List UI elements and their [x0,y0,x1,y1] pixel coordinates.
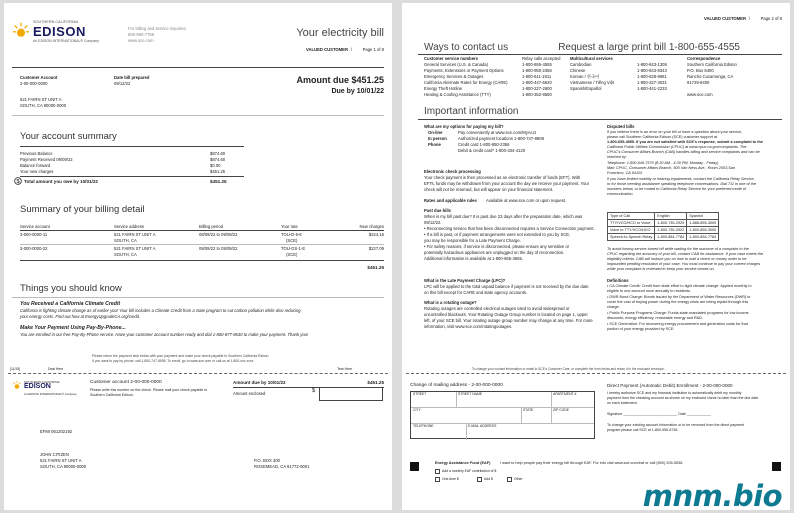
relay-row-0 [608,213,719,220]
account-label: Customer Account [20,75,58,80]
past-due-text-0: When is my bill past due? It is past due 23 days after the preparation date, which was [424,214,583,219]
field-telephone[interactable]: TELEPHONE [413,424,434,428]
p2-page-number: Page 2 of 8 [760,16,782,21]
p2-customer-name: VALUED CUSTOMER [704,16,746,21]
eaf-option-1: One-time $ [442,477,459,481]
summary-row-3-value: $451.25 [210,169,226,174]
rotating-text-0: Rotating outages are controlled electrical outages used to avoid widespread or [424,306,570,311]
disputed-text-11: numbers below, or be routed to California Relay Service for your preferred mode of [607,187,747,191]
contact-line-1: For billing and service inquiries: [128,26,187,31]
amount-enclosed-input[interactable] [319,387,383,401]
eaf-option-2: Add $ [484,477,493,481]
climate-credit-text-2: your energy costs. Find out how at EnergyUpgradeCA.org/credit. [20,314,141,319]
service-3: California Alternate Rates for Energy (CARE) [424,80,508,85]
relay-cell: 1-800-854-7784 [655,234,687,241]
detail-row-0-period: 08/09/22 to 09/09/22 [199,232,238,237]
amount-due: Amount due $451.25 [296,75,384,85]
detail-row-1-addr2: SOUTH, CA [114,252,137,257]
relay-cell: English [655,213,687,220]
total-owed-value: $451.25 [210,179,227,184]
relay-note-0: To avoid having service turned off while waiting for the outcome of a complaint to the [607,247,749,251]
disputed-text-4: CPUC's Consumer Affairs Branch (CAB) handles billing and service complaints and can be [607,150,760,154]
watermark: mnm.bio [642,479,782,510]
detail-header-period: Billing period [199,224,223,229]
autopay-title: Direct Payment (Automatic Debit) Enrollment - 2-00-000-0000 [607,383,733,388]
autopay-text-1: payment from the checking account as shown on my enclosed check no later than the due date [607,396,759,400]
fold-label-left: Deal Here [48,367,64,371]
rotating-text-1: uncontrolled blackouts. Your Rotating Outage Group number is located on page 1, upper [424,312,588,317]
remit-pobox: P.O. BOX 300 [254,458,280,463]
relay-cell: TTY/VCO/HCO to Voice [608,220,655,227]
detail-row-0-addr1: 521 FAIRN ST UNIT A [114,232,156,237]
col-header-service: Customer service numbers [424,56,478,61]
form-code: [11/19] [10,367,21,371]
pay-phone-text: You are enrolled in our free Pay-By-Phone service. Have your customer account number ready and dial 1-800-877-8630 to make your payment. Thank you! [20,332,309,337]
summary-row-2-value: $0.00 [210,163,221,168]
disputed-text-9: If you have limited mobility or hearing impairments, contact the California Relay Service, [607,177,755,181]
lang-num-1: 1-800-843-8343 [637,68,667,73]
stub-due-label: Amount due by 10/01/22 [233,380,286,385]
relay-note-2: eligibility criteria, CAB will instruct you on how to mail a check or money order to be [607,257,747,261]
past-due-text-1: 09/12/22. [424,220,442,225]
lpc-text-0: LPC will be applied to the total unpaid balance if payment is not received by the due date [424,284,589,289]
def-1: eligible to one account once annually to residents. [607,289,692,293]
past-due-head: Past due bills [424,208,451,213]
service-num-5: 1-800-352-8580 [522,92,552,97]
field-apartment[interactable]: APARTMENT # [553,392,577,396]
climate-credit-text-1: California is fighting climate change as of earlier you! Your bill includes a Climate Credit from a state program to cut carbon pollution while also reducing [20,308,301,313]
stub-dollar-sign: $ [312,388,316,394]
detail-header-charges: New charges [359,224,384,229]
rates-head: Rates and applicable rules [424,198,477,203]
field-email[interactable]: E-MAIL ADDRESS [468,424,497,428]
service-address-2: SOUTH, CA 90000-0000 [20,103,67,108]
def-4: charge. [607,305,620,309]
pay-phone-title: Make Your Payment Using Pay-By-Phone... [20,325,126,331]
address-change-form [410,391,595,439]
summary-title: Your account summary [20,131,117,142]
relay-note-4: while your complaint is reviewed to keep your service turned on. [607,267,715,271]
eaf-monthly-checkbox[interactable] [435,469,440,474]
logo-line1: SOUTHERN CALIFORNIA [33,20,79,24]
pay-options-head: What are my options for paying my bill? [424,124,504,129]
billing-detail-title: Summary of your billing detail [20,204,145,215]
prepared-date: 09/12/22 [114,81,131,86]
detail-row-0-rate-src: (SCE) [286,238,298,243]
relay-service-table [607,212,719,241]
stub-note-2: Southern California Edison. [90,393,134,397]
dollar-circle-icon [14,177,22,185]
sce-sun-logo-icon [12,21,30,39]
climate-credit-title: You Received a California Climate Credit [20,301,121,307]
logo-edison: EDISON [33,24,86,39]
field-state[interactable]: STATE [523,408,534,412]
autopay-signature[interactable]: Signature ___________________________ Date ____________ [607,412,711,416]
col-header-multicultural: Multicultural services [570,56,613,61]
disputed-text-3: California Public Utilities Commission (CPUC) at www.cpuc.ca.gov/complaints. The [607,145,747,149]
autopay-text-6: To change your existing account information or to be removed from the direct payment [607,423,745,427]
relay-cell: 1-800-735-2929 [655,220,687,227]
pay-row-3-val: Debit & credit card* 1-800-334-4120 [458,148,526,153]
service-0: General Services (U.S. & Canada) [424,62,489,67]
lang-num-2: 1-800-628-8961 [637,74,667,79]
stub-logo-line3: An EDISON INTERNATIONAL® Company [24,392,77,396]
service-num-2: 1-800-611-1911 [522,74,552,79]
lang-1: Chinese [570,68,586,73]
disputed-text-10: or for those needing assistance speaking telephone conversations. Dial 711 in one of the [607,182,756,186]
pay-row-0-key: On-line [428,130,443,135]
relay-note-1: CPUC regarding the accuracy of your bill, contact CAB for assistance. If your case meets the [607,252,763,256]
relay-cell: Speech-to-Speech Relay [608,234,655,241]
lang-2: Korean / 한국어 [570,74,600,79]
corr-1: P.O. Box 6400 [687,68,714,73]
detail-row-1-rate-src: (SCE) [286,252,298,257]
field-street-num[interactable]: STREET [413,392,427,396]
important-info-title: Important information [424,106,519,117]
corr-3: 91729-6400 [687,80,710,85]
col-header-correspondence: Correspondence [687,56,721,61]
corr-2: Rancho Cucamonga, CA [687,74,734,79]
lang-3: Vietnamese / Tiếng Việt [570,80,615,85]
total-owed-label: Total amount you owe by 10/01/22 [24,179,98,184]
fold-label-right: Tear Here [337,367,352,371]
rotating-text-2: left, of your SCE bill. Your rotating outage group number may change at any time. For more [424,318,593,323]
disputed-text-7: Mail: CPUC, Consumer Affairs Branch, 505 Van Ness Ave., Room 2003,San [607,166,736,170]
def-0: • CA Climate Credit: Credit from state effort to fight climate change. Applied monthly to [607,284,752,288]
eaf-option-0: Add a monthly EAF contribution of $ [442,469,497,473]
eaf-add-checkbox[interactable] [477,477,482,482]
def-8: portion of your energy provided by SCE. [607,327,675,331]
def-3: cover the cost of buying power during the energy crisis are being repaid through this [607,300,749,304]
def-7: • SCE Generation: For recovering energy procurement and generation costs for that [607,322,748,326]
disputed-text-1: please call Southern California Edison (SCE) customer support at [607,135,718,139]
past-due-text-7: Additional information is available at 1-800-655-4555. [424,256,523,261]
disputed-text-2: 1-800-655-4555. If you are not satisfied with SCE's response, submit a complaint to the [607,140,763,144]
detail-row-1-period: 08/09/22 to 09/09/22 [199,246,238,251]
service-num-1: 1-800-950-2356 [522,68,552,73]
detail-total: $451.25 [367,265,384,270]
relay-cell: Type of Call [608,213,655,220]
logo-line3: An EDISON INTERNATIONAL® Company [33,39,99,43]
detail-row-1-charges: $227.09 [368,246,384,251]
field-zip[interactable]: ZIP CODE [553,408,569,412]
past-due-text-6: potentially hazardous appliances are unplugged on the day of reconnection. [424,250,565,255]
lpc-text-1: on this bill except for CARE and state agency accounts. [424,290,528,295]
return-note-1: Please return the payment stub below with your payment and make your check payable to Southern California Edison. [92,354,270,358]
lang-num-4: 1-800-441-2233 [637,86,667,91]
rotating-text-3: information, visit www.sce.com/rotatingoutages. [424,324,513,329]
disputed-head: Disputed bills [607,124,635,129]
lang-num-0: 1-800-843-1309 [637,62,667,67]
mail-change-title: Change of mailing address - 2-00-000-0000 [410,383,503,388]
service-2: Emergency Services & Outages [424,74,484,79]
field-city[interactable]: CITY [413,408,421,412]
summary-row-0-value: $874.60 [210,151,226,156]
customer-mail-city: SOUTH, CA 90000-0000 [40,464,87,469]
things-title: Things you should know [20,283,122,294]
detail-header-address: Service address [114,224,145,229]
customer-mail-street: 521 FAIRN ST UNIT A [40,458,82,463]
field-street-name[interactable]: STREET NAME [458,392,483,396]
account-number: 2-00-000-0000 [20,81,48,86]
stub-enclosed-label: Amount enclosed [233,391,266,396]
large-print-title: Request a large print bill 1-800-655-4555 [558,42,740,53]
relay-row-2 [608,227,719,234]
past-due-text-2: • Reconnecting service that has been disconnected requires a Service Connection payment. [424,226,595,231]
bill-page-2: VALUED CUSTOMER / Page 2 of 8 Ways to contact us Request a large print bill 1-800-655-4555 Customer service numbers Relay calls accepted Multicultural services Correspondence General Services (U.S. & Canada) Payments, Extensions or Payment Options Emergency Services & Outages California Alternate Rates for Energy (CARE) Energy Theft Hotline Heating & Cooling Assistance (TTY) 1-800-655-4555 1-800-950-2356 1-800-611-1911 1-800-447-6620 1-800-227-2600 1-800-352-8580 Cambodian Chinese Korean / 한국어 Vietnamese / Tiếng Việt Spanish/Español 1-800-843-1309 1-800-843-8343 1-800-628-8961 1-800-327-3031 1-800-441-2233 Southern California Edison P.O. Box 6400 Rancho Cucamonga, CA 91729-6400 www.sce.com Important information What are my options for paying my bill? On-line Pay conveniently at www.sce.com/MyAcct In person Authorized payment locations 1-800-747-8908 Phone Credit card 1-800-950-2356 Debit & credit card* 1-800-334-4120 Electronic check processing Your check payment is then processed as an electronic transfer of funds (EFT). With EFTs, funds may be withdrawn from your account the day we receive your payment. Your check will not be returned, but will appear on your financial statement. Rates and applicable rules Available at www.sce.com or upon request. Past due bills When is my bill past due? It is past due 23 days after the preparation date, which was 09/12/22. • Reconnecting service that has been disconnected requires a Service Connection payment. • If a bill is past, or if payment arrangements were not extended to you by SCE, you may be responsible for a Late Payment Charge. • For safety reasons, if service is disconnected, please ensure any sensitive or potentially hazardous appliances are unplugged on the day of reconnection. Additional information is available at 1-800-655-4555. What is the Late Payment Charge (LPC)? LPC will be applied to the total unpaid balance if payment is not received by the due date on this bill except for CARE and state agency accounts. What is a rotating outage? Rotating outages are controlled electrical outages used to avoid widespread or uncontrolled blackouts. Your Rotating Outage Group number is located on page 1, upper left, of your SCE bill. Your rotating outage group number may change at any time. For more information, visit www.sce.com/rotatingoutages. Disputed bills If you believe there is an error on your bill or have a question about your service, please call Southern California Edison (SCE) customer support at 1-800-655-4555. If you are not satisfied with SCE's response, submit a complaint to the California Public Utilities Commission (CPUC) at www.cpuc.ca.gov/complaints. The CPUC's Consumer Affairs Branch (CAB) handles billing and service complaints and can be reached by: Telephone: 1-800-649-7570 (8:30 AM - 4:30 PM, Monday - Friday) Mail: CPUC, Consumer Affairs Branch, 505 Van Ness Ave., Room 2003,San Francisco, CA 94102 If you have limited mobility or hearing impairments, contact the California Relay Service, or for those needing assistance speaking telephone conversations. Dial 711 in one of the numbers below, or be routed to California Relay Service for your preferred mode of communication. Type of Call English Spanish TTY/VCO/HCO to Voice 1-800-735-2929 1-888-855-3000 Voice to TTY/VCO/HCO 1-800-735-2922 1-800-855-3000 Speech-to-Speech Relay 1-800-854-7784 1-800-854-7784 To avoid having service turned off while waiting for the outcome of a complaint to the CPUC regarding the accuracy of your bill, contact CAB for assistance. If your case meets the eligibility criteria, CAB will instruct you on how to mail a check or money order to be impounded pending resolution of your case. You must continue to pay your current charges while your complaint is reviewed to keep your service turned on. Definitions • CA Climate Credit: Credit from state effort to fight climate change. Applied monthly to eligible to one account once annually to residents. • DWR Bond Charge: Bonds issued by the Department of Water Resources (DWR) to cover the cost of buying power during the energy crisis are being repaid through this charge. • Public Purpose Programs Charge: Funds state-mandated programs for low income discounts, energy efficiency, renewable energy and R&D. • SCE Generation: For recovering energy procurement and generation costs for that portion of your energy provided by SCE. To change your contact information or email to SCE’s Customer Care, or complete the form below and return it in the enclosed envelope. Change of mailing address - 2-00-000-0000 STREET STREET NAME APARTMENT # CITY STATE ZIP CODE TELEPHONE E-MAIL ADDRESS Direct Payment (Automatic Debit) Enrollment - 2-00-000-0000 I hereby authorize SCE and my financial institution to automatically debit my monthly payment from the checking account as shown on my enclosed check no later than the due date on each statement. Signature ___________________________ Date ____________ To change your existing account information or to be removed from the direct payment program please call SCE at 1-800-950-6736. Energy Assistance Fund (EAF) I want to help people pay their energy bill through EAF. For info visit www.sce.com/eaf or call (800) 205-5536. Add a monthly EAF contribution of $ One-time $ Add $ Other mnm.bio [402,3,790,510]
service-num-4: 1-800-227-2600 [522,86,552,91]
disputed-text-0: If you believe there is an error on your bill or have a question about your service, [607,130,743,134]
disputed-text-5: reached by: [607,155,627,159]
pay-row-1-val: Authorized payment locations 1-800-747-8908 [458,136,544,141]
summary-row-2-label: Balance forward [20,163,51,168]
past-due-text-4: you may be responsible for a Late Payment Charge. [424,238,521,243]
pay-row-2-val: Credit card 1-800-950-2356 [458,142,510,147]
summary-row-1-label: Payment Received 09/09/22 [20,157,73,162]
autopay-text-7: program please call SCE at 1-800-950-6736. [607,428,679,432]
stub-logo-edison: EDISON [24,383,51,390]
return-note-2: If you want to pay by phone, call 1-800-747-8908. To enroll, go to www.sce.com or call us at 1-800-xxx-xxxx. [92,359,255,363]
detail-row-0-addr2: SOUTH, CA [114,238,137,243]
lang-0: Cambodian [570,62,592,67]
lang-num-3: 1-800-327-3031 [637,80,667,85]
detail-header-account: Service account [20,224,50,229]
ech-head: Electronic check processing [424,169,481,174]
service-4: Energy Theft Hotline [424,86,463,91]
disputed-text-8: Francisco, CA 94102 [607,171,643,175]
detail-header-rate: Your rate [281,224,298,229]
due-date: Due by 10/01/22 [331,88,384,95]
page-number: Page 1 of 8 [362,47,384,52]
svg-text:$: $ [16,179,20,185]
summary-row-1-value: $874.60 [210,157,226,162]
service-5: Heating & Cooling Assistance (TTY) [424,92,491,97]
detail-row-0-charges: $224.16 [368,232,384,237]
registration-mark-icon [410,462,419,471]
stub-note-1: Please write this number on the check. Please mail your check payable to [90,388,208,392]
definitions-head: Definitions [607,278,629,283]
relay-row-3 [608,234,719,241]
relay-cell: Spanish [687,213,719,220]
relay-cell: 1-800-854-7784 [687,234,719,241]
autopay-text-2: on each statement. [607,401,638,405]
eaf-option-3: Other [514,477,523,481]
pay-row-1-key: In person [428,136,447,141]
relay-cell: 1-888-855-3000 [687,220,719,227]
ech-text-2: check will not be returned, but will appear on your financial statement. [424,187,554,192]
def-6: discounts, energy efficiency, renewable energy and R&D. [607,316,704,320]
ways-contact-title: Ways to contact us [424,42,509,53]
bill-title: Your electricity bill [296,27,384,39]
corr-website[interactable]: www.sce.com [687,92,713,97]
col-header-relay: Relay calls accepted [522,56,561,61]
service-address-1: 521 FAIRN ST UNIT A [20,97,62,102]
eaf-onetime-checkbox[interactable] [435,477,440,482]
def-5: • Public Purpose Programs Charge: Funds state-mandated programs for low income [607,311,749,315]
pay-row-2-key: Phone [428,142,441,147]
detail-row-0-rate: TOU-D-5-8 [281,232,302,237]
stub-account: Customer account 2-00-000-0000 [90,380,162,385]
sce-sun-logo-small-icon [12,380,22,390]
pay-row-0-val: Pay conveniently at www.sce.com/MyAcct [458,130,536,135]
detail-row-1-addr1: 521 FAIRN ST UNIT A [114,246,156,251]
bill-page-1: SOUTHERN CALIFORNIA EDISON An EDISON INTERNATIONAL® Company For billing and service inquiries: 800-950-7766 www.sce.com Your electricity bill VALUED CUSTOMER / Page 1 of 8 Customer Account 2-00-000-0000 Date bill prepared 09/12/22 Amount due $451.25 Due by 10/01/22 521 FAIRN ST UNIT A SOUTH, CA 90000-0000 Your account summary Previous Balance $874.60 Payment Received 09/09/22 $874.60 Balance forward $0.00 Your new charges $451.25 $ Total amount you owe by 10/01/22 $451.25 Summary of your billing detail Service account Service address Billing period Your rate New charges 3-000-0000-11 521 FAIRN ST UNIT A SOUTH, CA 08/09/22 to 09/09/22 TOU-D-5-8 (SCE) $224.16 3-000-0000-22 521 FAIRN ST UNIT A SOUTH, CA 08/09/22 to 09/09/22 TOU-GS-1-E (SCE) $227.09 $451.25 Things you should know You Received a California Climate Credit California is fighting climate change as of earlier you! Your bill includes a Climate Credit from a state program to cut carbon pollution while also reducing your energy costs. Find out how at EnergyUpgradeCA.org/credit. Make Your Payment Using Pay-By-Phone... You are enrolled in our free Pay-By-Phone service. Have your customer account number ready and dial 1-800-877-8630 to make your payment. Thank you! Please return the payment stub below with your payment and make your check payable to Southern California Edison. If you want to pay by phone, call 1-800-747-8908. To enroll, go to www.sce.com or call us at 1-800-xxx-xxxx. [11/19] Deal Here Tear Here SOUTHERN CALIFORNIA EDISON An EDISON INTERNATIONAL® Company Customer account 2-00-000-0000 Please write this number on the check. Please mail your check payable to Southern California Edison. Amount due by 10/01/22 $451.25 Amount enclosed $ EFMI 061202192 JOHN CITIZEN 521 FAIRN ST UNIT A SOUTH, CA 90000-0000 P.O. BOX 300 ROSEMEAD, CA 91772-0001 [4,3,392,510]
summary-row-0-label: Previous Balance [20,151,53,156]
relay-cell: 1-800-735-2922 [655,227,687,234]
customer-mail-name: JOHN CITIZEN [40,452,69,457]
service-num-3: 1-800-447-6620 [522,80,552,85]
ech-text-1: EFTs, funds may be withdrawn from your account the day we receive your payment. Your [424,181,590,186]
registration-mark-right-icon [772,462,781,471]
disputed-text-12: communication. [607,192,634,196]
lang-4: Spanish/Español [570,86,602,91]
service-num-0: 1-800-655-4555 [522,62,552,67]
detail-row-0-account: 3-000-0000-11 [20,232,48,237]
contact-line-2: 800-950-7766 [128,32,155,37]
detail-row-1-account: 3-000-0000-22 [20,246,48,251]
relay-row-1 [608,220,719,227]
relay-cell: 1-800-855-3000 [687,227,719,234]
stub-logo-line1: SOUTHERN CALIFORNIA [24,380,60,384]
barcode-code: EFMI 061202192 [40,429,73,434]
change-note: To change your contact information or email to SCE’s Customer Care, or complete the form below and return it in the enclosed envelope. [472,367,665,371]
customer-name: VALUED CUSTOMER [306,47,348,52]
prepared-label: Date bill prepared [114,75,150,80]
eaf-title: Energy Assistance Fund (EAF) [435,461,491,465]
def-2: • DWR Bond Charge: Bonds issued by the Department of Water Resources (DWR) to [607,295,751,299]
past-due-text-3: • If a bill is past, or if payment arrangements were not extended to you by SCE, [424,232,571,237]
disputed-text-6: Telephone: 1-800-649-7570 (8:30 AM - 4:30 PM, Monday - Friday) [607,161,719,165]
rates-text: Available at www.sce.com or upon request. [486,198,566,203]
corr-0: Southern California Edison [687,62,737,67]
relay-cell: Voice to TTY/VCO/HCO [608,227,655,234]
eaf-text: I want to help people pay their energy bill through EAF. For info visit www.sce.com/eaf or call (800) 205-5536. [500,461,684,465]
detail-row-1-rate: TOU-GS-1-E [281,246,306,251]
eaf-other-checkbox[interactable] [507,477,512,482]
autopay-text-0: I hereby authorize SCE and my financial institution to automatically debit my monthly [607,391,742,395]
service-1: Payments, Extensions or Payment Options [424,68,504,73]
contact-line-3: www.sce.com [128,38,154,43]
rotating-head: What is a rotating outage? [424,300,477,305]
remit-city: ROSEMEAD, CA 91772-0001 [254,464,310,469]
stub-due-value: $451.25 [367,380,384,385]
lpc-head: What is the Late Payment Charge (LPC)? [424,278,506,283]
past-due-text-5: • For safety reasons, if service is disconnected, please ensure any sensitive or [424,244,570,249]
ech-text-0: Your check payment is then processed as an electronic transfer of funds (EFT). With [424,175,581,180]
summary-row-3-label: Your new charges [20,169,54,174]
relay-note-3: impounded pending resolution of your case. You must continue to pay your current charges [607,262,761,266]
